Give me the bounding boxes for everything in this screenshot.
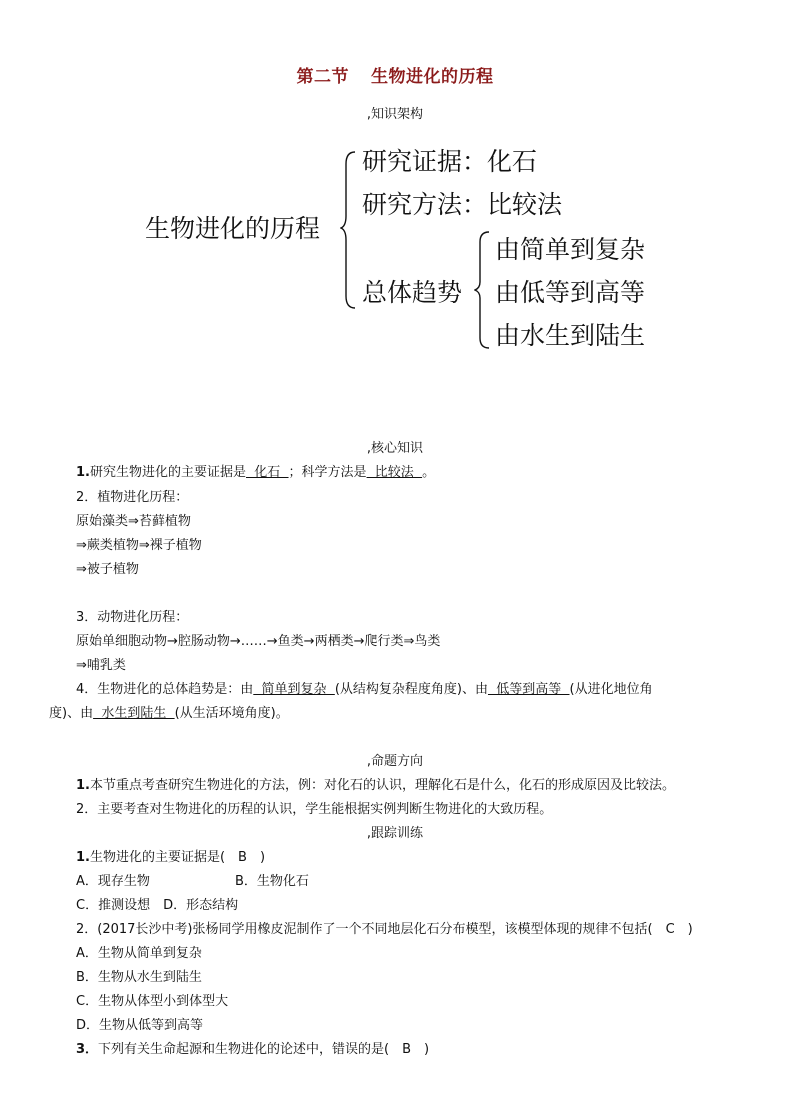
practice-q1-option-b: B．生物化石 bbox=[235, 874, 309, 889]
practice-q1-option-cd: C．推测设想 D．形态结构 bbox=[76, 898, 239, 913]
answer-blank: 简单到复杂 bbox=[253, 682, 335, 697]
diagram-trend-3: 由水生到陆生 bbox=[495, 321, 646, 350]
knowledge-framework-diagram bbox=[0, 130, 790, 360]
core-q4-line-1: 4．生物进化的总体趋势是：由 简单到复杂 (从结构复杂程度角度)、由 低等到高等 (从进化地位角 bbox=[76, 682, 653, 697]
direction-2: 2．主要考查对生物进化的历程的认识，学生能根据实例判断生物进化的大致历程。 bbox=[76, 802, 553, 817]
core-q3-head: 3．动物进化历程： bbox=[76, 610, 189, 625]
answer-blank: 比较法 bbox=[366, 465, 423, 480]
diagram-trend-label: 总体趋势 bbox=[362, 278, 463, 307]
diagram-evidence: 研究证据：化石 bbox=[362, 147, 538, 176]
diagram-root: 生物进化的历程 bbox=[145, 214, 321, 243]
page-title bbox=[0, 62, 790, 87]
core-q1: 1.研究生物进化的主要证据是 化石 ；科学方法是 比较法 。 bbox=[76, 465, 436, 480]
section-framework-heading: ,知识架构 bbox=[366, 107, 424, 122]
diagram-trend-1: 由简单到复杂 bbox=[495, 235, 646, 264]
core-q4-line-2: 度)、由 水生到陆生 (从生活环境角度)。 bbox=[49, 706, 289, 721]
practice-q1: 1.生物进化的主要证据是( B ) bbox=[76, 850, 266, 865]
title-text: 生物进化的历程 bbox=[371, 67, 494, 87]
core-q3-line-2: ⇒哺乳类 bbox=[76, 658, 126, 673]
practice-q2-option-c: C．生物从体型小到体型大 bbox=[76, 994, 229, 1009]
section-direction-heading: ,命题方向 bbox=[366, 754, 424, 769]
core-q2-line-3: ⇒被子植物 bbox=[76, 562, 139, 577]
title-section-number: 第二节 bbox=[296, 67, 349, 87]
answer-blank: 低等到高等 bbox=[487, 682, 570, 697]
practice-q3: 3．下列有关生命起源和生物进化的论述中，错误的是( B ) bbox=[76, 1042, 430, 1057]
core-q2-line-1: 原始藻类⇒苔藓植物 bbox=[76, 514, 191, 529]
answer-blank: 水生到陆生 bbox=[93, 706, 175, 721]
core-q2-head: 2．植物进化历程： bbox=[76, 490, 189, 505]
diagram-trend-2: 由低等到高等 bbox=[495, 278, 646, 307]
section-practice-heading: ,跟踪训练 bbox=[366, 826, 424, 841]
main-brace bbox=[340, 150, 360, 310]
trend-brace bbox=[474, 230, 494, 350]
core-q3-line-1: 原始单细胞动物→腔肠动物→……→鱼类→两栖类→爬行类⇒鸟类 bbox=[76, 634, 441, 649]
core-q2-line-2: ⇒蕨类植物⇒裸子植物 bbox=[76, 538, 202, 553]
answer-blank: 化石 bbox=[246, 465, 289, 480]
section-core-heading: ,核心知识 bbox=[366, 441, 424, 456]
diagram-method: 研究方法：比较法 bbox=[362, 190, 563, 219]
practice-q2-option-b: B．生物从水生到陆生 bbox=[76, 970, 202, 985]
direction-1: 1.本节重点考查研究生物进化的方法，例：对化石的认识，理解化石是什么，化石的形成原因及比较法。 bbox=[76, 778, 675, 793]
practice-q1-option-a: A．现存生物 bbox=[76, 874, 150, 889]
practice-q2: 2．(2017长沙中考)张杨同学用橡皮泥制作了一个不同地层化石分布模型，该模型体现的规律不包括( C ) bbox=[76, 922, 693, 937]
practice-q2-option-a: A．生物从简单到复杂 bbox=[76, 946, 202, 961]
practice-q2-option-d: D．生物从低等到高等 bbox=[76, 1018, 204, 1033]
